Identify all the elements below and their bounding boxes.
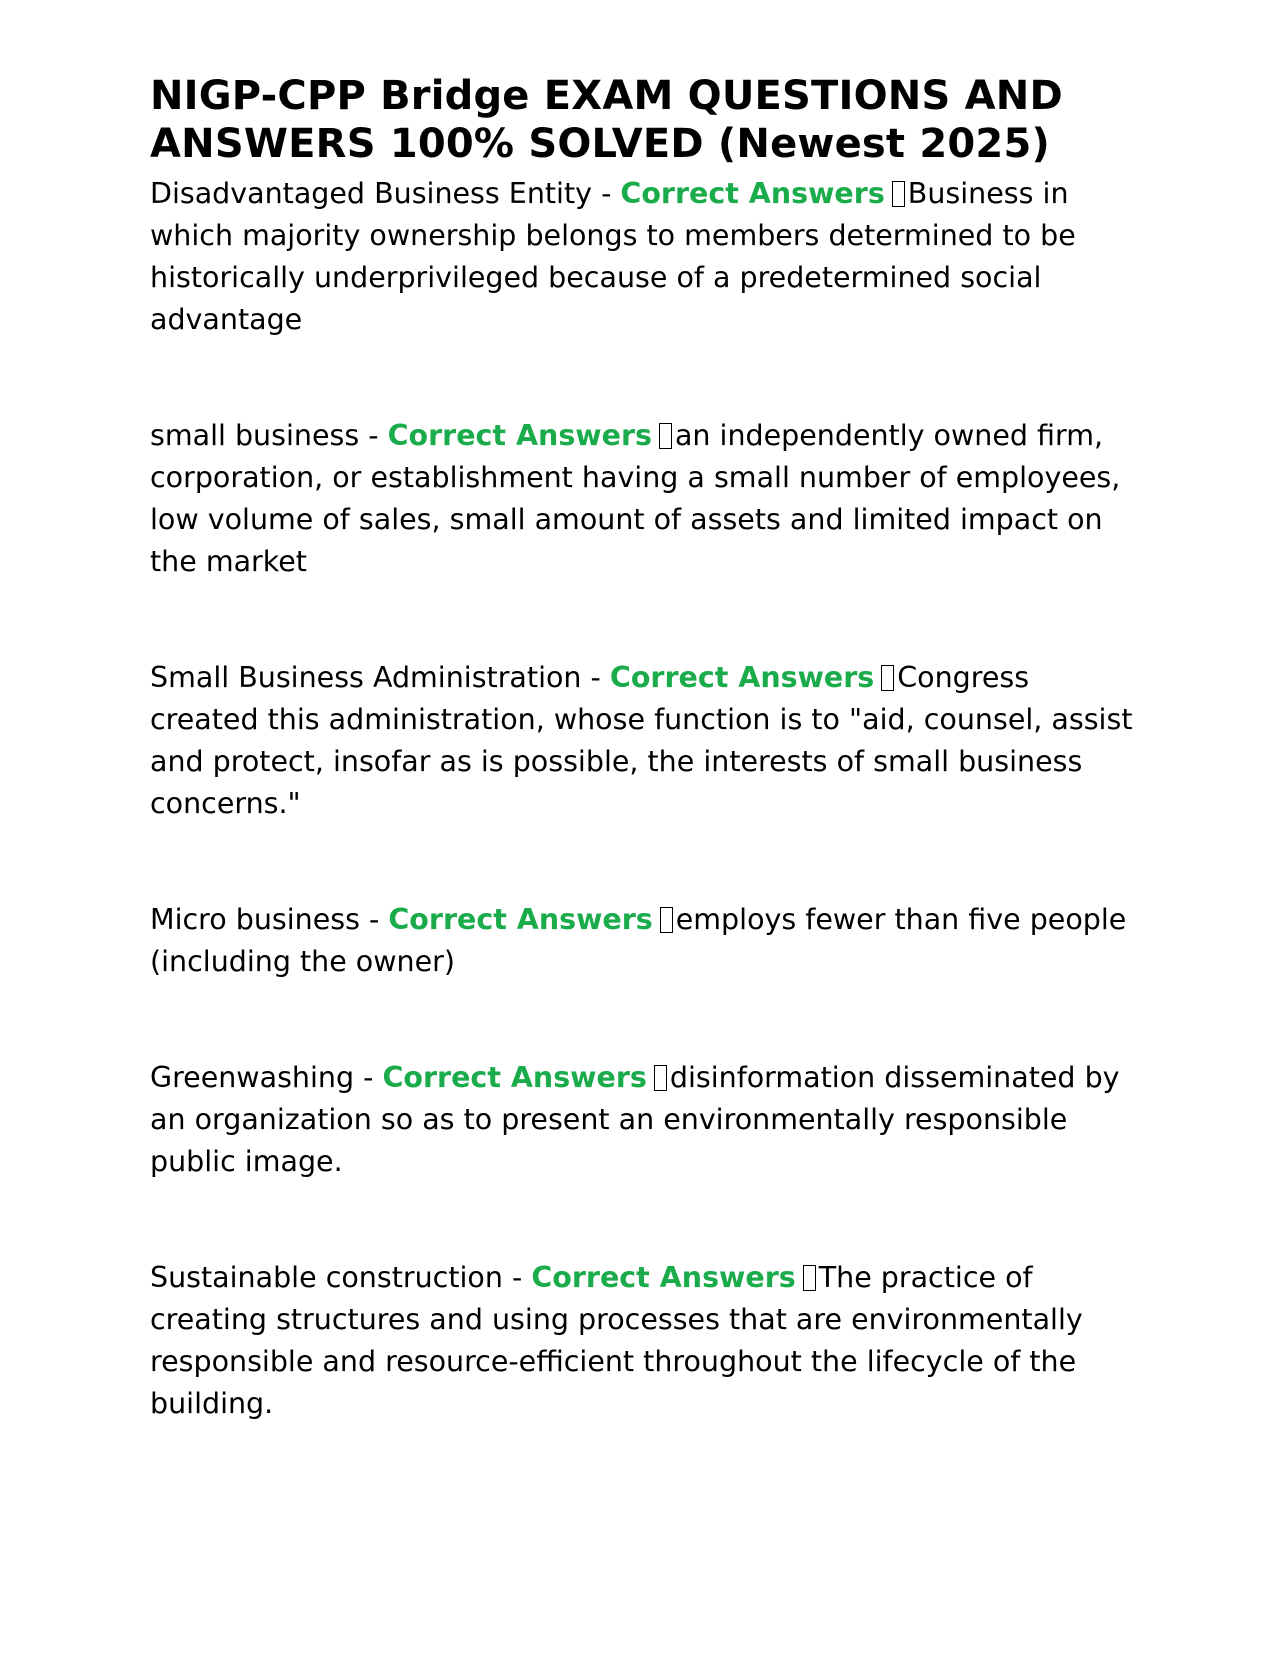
entry-separator: - <box>354 1061 383 1094</box>
correct-answers-label: Correct Answers <box>609 661 875 694</box>
entry-separator: - <box>502 1261 532 1294</box>
correct-answers-label: Correct Answers <box>388 903 653 936</box>
entry-definition: employs fewer than five people (including the owner) <box>150 903 1127 978</box>
entry-definition: disinformation disseminated by an organization so as to present an environmentally responsible public image. <box>150 1061 1120 1178</box>
missing-glyph-box-icon <box>659 423 672 449</box>
missing-glyph-box-icon <box>892 181 905 207</box>
entry-term: Greenwashing <box>150 1061 355 1094</box>
missing-glyph-box-icon <box>803 1265 816 1291</box>
entry-term: Small Business Administration <box>150 661 582 694</box>
correct-answers-label: Correct Answers <box>620 177 885 210</box>
entry-term: small business <box>150 419 360 452</box>
qa-entry <box>150 899 1140 983</box>
entry-term: Sustainable construction <box>150 1261 503 1294</box>
entry-separator: - <box>592 177 621 210</box>
entry-separator: - <box>581 661 610 694</box>
entry-separator: - <box>359 419 388 452</box>
document-title: NIGP-CPP Bridge EXAM QUESTIONS AND ANSWERS 100% SOLVED (Newest 2025) <box>150 73 1063 167</box>
qa-entry <box>150 173 1140 341</box>
missing-glyph-box-icon <box>654 1065 667 1091</box>
entry-definition: Business in which majority ownership belongs to members determined to be historically underprivileged because of a predetermined social advantage <box>150 177 1076 336</box>
correct-answers-label: Correct Answers <box>531 1261 796 1294</box>
qa-entry <box>150 1057 1140 1183</box>
missing-glyph-box-icon <box>881 665 894 691</box>
entry-term: Disadvantaged Business Entity <box>150 177 593 210</box>
entry-separator: - <box>359 903 389 936</box>
qa-entry <box>150 657 1140 825</box>
correct-answers-label: Correct Answers <box>387 419 652 452</box>
correct-answers-label: Correct Answers <box>382 1061 647 1094</box>
entry-definition: an independently owned firm, corporation, or establishment having a small number of employees, low volume of sales, small amount of assets and limited impact on the market <box>150 419 1121 578</box>
qa-entry <box>150 415 1140 583</box>
qa-entry <box>150 1257 1140 1425</box>
entry-term: Micro business <box>150 903 360 936</box>
entry-list <box>150 173 1140 1425</box>
missing-glyph-box-icon <box>660 907 673 933</box>
entry-definition: The practice of creating structures and using processes that are environmentally responsible and resource-efficient throughout the lifecycle of the building. <box>150 1261 1083 1420</box>
document-page <box>150 72 1140 1499</box>
entry-definition: Congress created this administration, whose function is to "aid, counsel, assist and protect, insofar as is possible, the interests of small business concerns." <box>150 661 1133 820</box>
